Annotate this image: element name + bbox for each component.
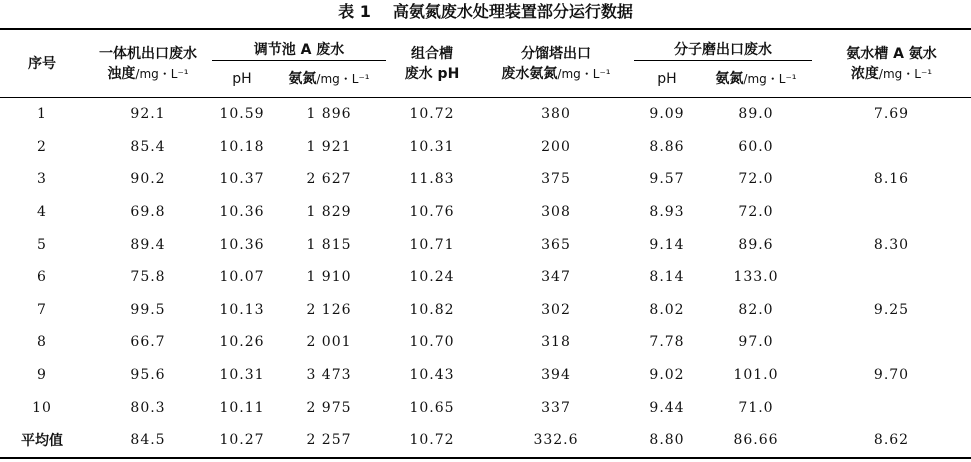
cell-pool-nh: 1 815	[306, 236, 352, 253]
cell-combo-ph: 10.76	[409, 204, 455, 221]
cell-turbidity: 69.8	[130, 204, 166, 221]
cell-tank	[812, 326, 971, 359]
cell-seq: 1	[37, 106, 47, 123]
table-row	[0, 359, 971, 392]
cell-combo-ph: 10.24	[409, 269, 455, 286]
cell-combo-ph: 10.43	[409, 367, 455, 384]
cell-tank: 8.16	[873, 171, 910, 188]
header-combo-ph: 组合槽 废水 pH	[386, 29, 478, 98]
table-caption	[0, 1, 971, 23]
cell-column-nh: 318	[541, 334, 571, 351]
cell-mill-nh: 60.0	[738, 138, 774, 155]
cell-seq: 2	[37, 138, 47, 155]
cell-seq: 10	[32, 399, 52, 416]
cell-turbidity: 89.4	[130, 236, 166, 253]
cell-combo-ph: 10.31	[409, 138, 455, 155]
cell-mill-nh: 72.0	[738, 171, 774, 188]
cell-mill-ph: 8.80	[649, 432, 685, 449]
cell-mill-ph: 8.02	[649, 301, 685, 318]
cell-pool-nh: 2 627	[306, 171, 352, 188]
cell-mill-ph: 8.14	[649, 269, 685, 286]
operation-data-table	[0, 28, 971, 459]
cell-column-nh: 365	[541, 236, 571, 253]
header-turbidity: 一体机出口废水 浊度/mg・L⁻¹	[84, 29, 212, 98]
cell-pool-ph: 10.31	[219, 367, 265, 384]
cell-column-nh: 375	[541, 171, 571, 188]
cell-pool-ph: 10.36	[219, 236, 265, 253]
cell-column-nh: 308	[541, 204, 571, 221]
cell-turbidity: 66.7	[130, 334, 166, 351]
cell-tank: 9.70	[873, 367, 910, 384]
cell-turbidity: 85.4	[130, 138, 166, 155]
cell-mill-ph: 9.09	[649, 106, 685, 123]
header-seq: 序号	[0, 29, 84, 98]
cell-pool-nh: 3 473	[306, 367, 352, 384]
cell-turbidity: 90.2	[130, 171, 166, 188]
cell-turbidity: 80.3	[130, 399, 166, 416]
cell-mill-ph: 8.86	[649, 138, 685, 155]
cell-tank	[812, 196, 971, 229]
header-tank: 氨水槽 A 氨水 浓度/mg・L⁻¹	[812, 29, 971, 98]
cell-pool-nh: 2 126	[306, 301, 352, 318]
cell-column-nh: 394	[541, 367, 571, 384]
header-mill: 分子磨出口废水	[634, 29, 812, 61]
cell-tank	[812, 131, 971, 164]
cell-mill-nh: 72.0	[738, 204, 774, 221]
cell-combo-ph: 11.83	[409, 171, 455, 188]
cell-seq: 8	[37, 334, 47, 351]
cell-combo-ph: 10.82	[409, 301, 455, 318]
header-mill-ph: pH	[634, 61, 700, 98]
table-row	[0, 196, 971, 229]
cell-combo-ph: 10.71	[409, 236, 455, 253]
cell-mill-nh: 89.0	[738, 106, 774, 123]
cell-pool-nh: 2 001	[306, 334, 352, 351]
cell-tank: 7.69	[873, 106, 910, 123]
table-row-average	[0, 424, 971, 458]
cell-column-nh: 337	[541, 399, 571, 416]
cell-turbidity: 99.5	[130, 301, 166, 318]
cell-turbidity: 95.6	[130, 367, 166, 384]
cell-turbidity: 84.5	[130, 432, 166, 449]
header-mill-nh: 氨氮/mg・L⁻¹	[700, 61, 812, 98]
cell-pool-ph: 10.18	[219, 138, 265, 155]
cell-mill-nh: 86.66	[733, 432, 779, 449]
header-column-nh: 分馏塔出口 废水氨氮/mg・L⁻¹	[478, 29, 634, 98]
cell-pool-ph: 10.11	[219, 399, 265, 416]
cell-tank: 8.30	[873, 236, 910, 253]
cell-tank: 8.62	[873, 432, 910, 449]
cell-column-nh: 380	[541, 106, 571, 123]
cell-pool-nh: 2 257	[306, 432, 352, 449]
cell-seq: 平均值	[21, 433, 63, 450]
cell-turbidity: 75.8	[130, 269, 166, 286]
cell-mill-ph: 9.57	[649, 171, 685, 188]
cell-pool-nh: 1 910	[306, 269, 352, 286]
cell-pool-nh: 1 829	[306, 204, 352, 221]
cell-mill-ph: 8.93	[649, 204, 685, 221]
cell-seq: 9	[37, 367, 47, 384]
cell-column-nh: 332.6	[533, 432, 579, 449]
cell-column-nh: 200	[541, 138, 571, 155]
cell-mill-ph: 7.78	[649, 334, 685, 351]
cell-seq: 4	[37, 204, 47, 221]
cell-combo-ph: 10.70	[409, 334, 455, 351]
cell-mill-nh: 89.6	[738, 236, 774, 253]
table-number: 表 1	[338, 2, 371, 21]
cell-mill-nh: 82.0	[738, 301, 774, 318]
cell-pool-nh: 1 921	[306, 138, 352, 155]
table-row	[0, 326, 971, 359]
cell-turbidity: 92.1	[130, 106, 166, 123]
cell-pool-ph: 10.37	[219, 171, 265, 188]
cell-pool-nh: 1 896	[306, 106, 352, 123]
cell-mill-nh: 101.0	[733, 367, 779, 384]
table-title: 高氨氮废水处理装置部分运行数据	[392, 2, 633, 21]
cell-pool-ph: 10.13	[219, 301, 265, 318]
cell-mill-nh: 71.0	[738, 399, 774, 416]
cell-mill-ph: 9.44	[649, 399, 685, 416]
cell-column-nh: 347	[541, 269, 571, 286]
cell-pool-ph: 10.27	[219, 432, 265, 449]
cell-mill-nh: 97.0	[738, 334, 774, 351]
cell-mill-nh: 133.0	[733, 269, 779, 286]
cell-seq: 3	[37, 171, 47, 188]
table-row	[0, 98, 971, 131]
header-pool-nh: 氨氮/mg・L⁻¹	[272, 61, 386, 98]
cell-tank	[812, 261, 971, 294]
header-pool-a: 调节池 A 废水	[212, 29, 386, 61]
cell-seq: 5	[37, 236, 47, 253]
table-row	[0, 261, 971, 294]
cell-pool-nh: 2 975	[306, 399, 352, 416]
table-row	[0, 294, 971, 327]
cell-pool-ph: 10.59	[219, 106, 265, 123]
cell-pool-ph: 10.07	[219, 269, 265, 286]
cell-pool-ph: 10.26	[219, 334, 265, 351]
cell-mill-ph: 9.02	[649, 367, 685, 384]
table-row	[0, 228, 971, 261]
cell-tank: 9.25	[873, 301, 910, 318]
cell-pool-ph: 10.36	[219, 204, 265, 221]
table-row	[0, 163, 971, 196]
cell-mill-ph: 9.14	[649, 236, 685, 253]
table-row	[0, 391, 971, 424]
cell-combo-ph: 10.72	[409, 106, 455, 123]
header-pool-ph: pH	[212, 61, 272, 98]
cell-column-nh: 302	[541, 301, 571, 318]
cell-tank	[812, 391, 971, 424]
cell-combo-ph: 10.72	[409, 432, 455, 449]
cell-combo-ph: 10.65	[409, 399, 455, 416]
cell-seq: 6	[37, 269, 47, 286]
table-row	[0, 131, 971, 164]
cell-seq: 7	[37, 301, 47, 318]
